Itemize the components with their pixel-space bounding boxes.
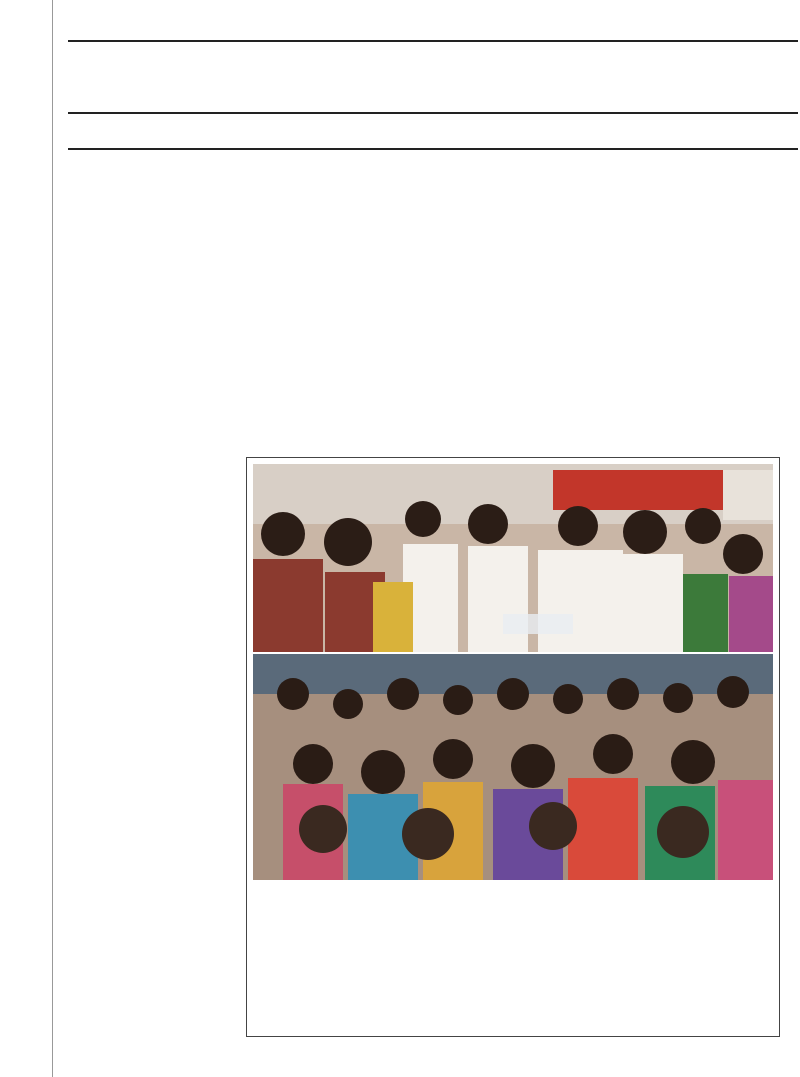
article-column-2: [246, 156, 384, 448]
kicker-line: [70, 6, 790, 36]
photo-box: [246, 457, 780, 1037]
article-column-4: [540, 156, 690, 448]
adjacent-article-strip: [0, 0, 53, 1077]
subheadline: [74, 118, 790, 146]
event-photo-top: [253, 464, 773, 652]
rule-divider: [68, 112, 798, 114]
article-column-3: [392, 156, 532, 448]
rule-divider: [68, 40, 798, 42]
event-photo-crowd: [253, 654, 773, 880]
page-headline: [70, 50, 792, 108]
article-column-lower: [60, 460, 236, 1020]
rule-divider: [68, 148, 798, 150]
article-column-1: [60, 156, 240, 436]
